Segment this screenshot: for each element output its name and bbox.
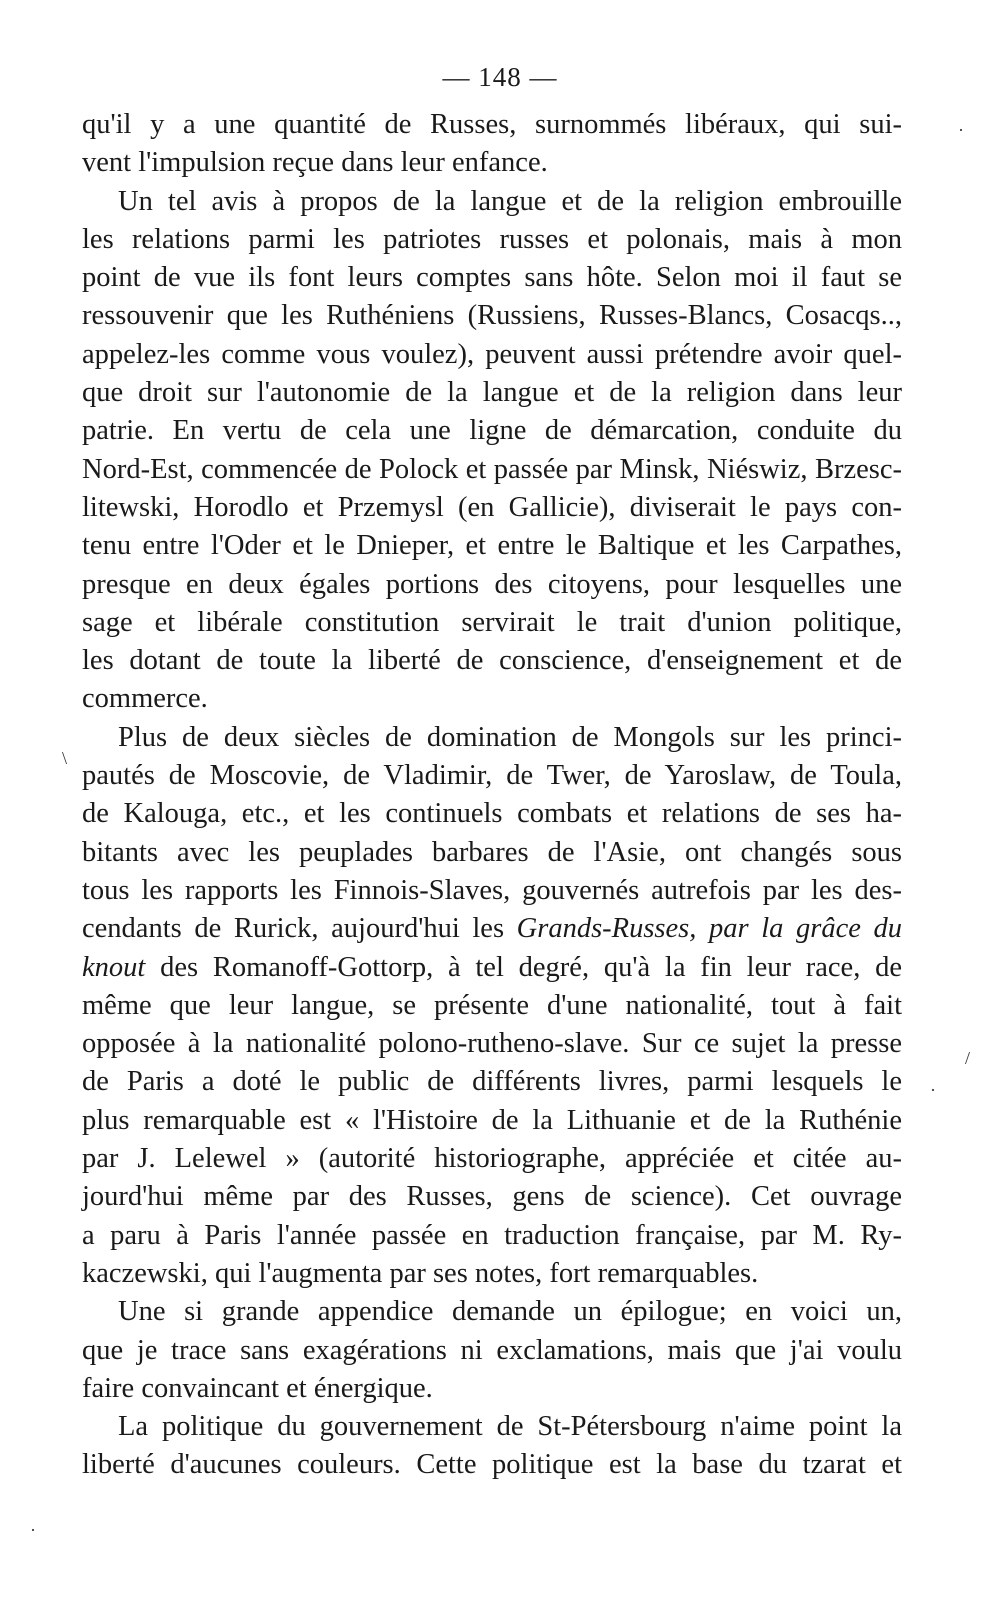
text-line: patrie. En vertu de cela une ligne de démarcation, conduite du <box>82 415 902 447</box>
text-line: faire convaincant et énergique. <box>82 1372 433 1404</box>
text-line: ressouvenir que les Ruthéniens (Russiens, Russes-Blancs, Cosacqs.., <box>82 300 902 332</box>
text-line: point de vue ils font leurs comptes sans hôte. Selon moi il faut se <box>82 262 902 294</box>
text-line: opposée à la nationalité polono-rutheno-slave. Sur ce sujet la presse <box>82 1028 902 1060</box>
text-line-mixed <box>82 910 902 948</box>
text-segment: cendants de Rurick, aujourd'hui les <box>82 913 505 945</box>
text-line: a paru à Paris l'année passée en traduction française, par M. Ry- <box>82 1219 902 1251</box>
text-line: pautés de Moscovie, de Vladimir, de Twer, de Yaroslaw, de Toula, <box>82 760 902 792</box>
page-number: — 148 — <box>442 62 558 92</box>
text-line: Une si grande appendice demande un épilogue; en voici un, <box>118 1296 902 1328</box>
text-line: litewski, Horodlo et Przemysl (en Gallicie), diviserait le pays con- <box>82 491 902 523</box>
text-segment: des Romanoff-Gottorp, à tel degré, qu'à la fin leur race, de <box>160 951 902 983</box>
text-line-mixed <box>82 949 902 987</box>
print-speck: / <box>965 1048 971 1068</box>
text-line: Un tel avis à propos de la langue et de la religion embrouille <box>118 185 902 217</box>
text-line: sage et libérale constitution servirait le trait d'union politique, <box>82 606 902 638</box>
text-line: jourd'hui même par des Russes, gens de science). Cet ouvrage <box>82 1181 902 1213</box>
text-line: liberté d'aucunes couleurs. Cette politique est la base du tzarat et <box>82 1449 902 1481</box>
body-text <box>82 106 902 1485</box>
text-line: de Paris a doté le public de différents livres, parmi lesquels le <box>82 1066 902 1098</box>
text-line: commerce. <box>82 683 208 715</box>
italic-text-segment: knout <box>82 951 146 983</box>
text-line: Nord-Est, commencée de Polock et passée par Minsk, Niéswiz, Brzesc- <box>82 453 902 485</box>
print-speck: · <box>30 1520 36 1540</box>
text-line: tous les rapports les Finnois-Slaves, gouvernés autrefois par les des- <box>82 874 902 906</box>
text-line: plus remarquable est « l'Histoire de la Lithuanie et de la Ruthénie <box>82 1104 902 1136</box>
text-line: les relations parmi les patriotes russes et polonais, mais à mon <box>82 223 902 255</box>
print-speck: \ <box>62 748 68 768</box>
text-line: vent l'impulsion reçue dans leur enfance. <box>82 147 548 179</box>
text-line: presque en deux égales portions des citoyens, pour lesquelles une <box>82 568 902 600</box>
text-line: qu'il y a une quantité de Russes, surnommés libéraux, qui sui- <box>82 109 902 140</box>
text-line: Plus de deux siècles de domination de Mongols sur les princi- <box>118 721 902 753</box>
print-speck: · <box>930 1080 936 1100</box>
print-speck: · <box>958 120 964 140</box>
text-line: les dotant de toute la liberté de conscience, d'enseignement et de <box>82 645 902 677</box>
text-line: par J. Lelewel » (autorité historiographe, appréciée et citée au- <box>82 1143 902 1175</box>
text-line: même que leur langue, se présente d'une nationalité, tout à fait <box>82 989 902 1021</box>
text-line: de Kalouga, etc., et les continuels combats et relations de ses ha- <box>82 798 902 830</box>
italic-text-segment: Grands-Russes, par la grâce du <box>516 913 902 945</box>
text-line: bitants avec les peuplades barbares de l'Asie, ont changés sous <box>82 836 902 868</box>
text-line: kaczewski, qui l'augmenta par ses notes, fort remarquables. <box>82 1257 759 1289</box>
text-line: tenu entre l'Oder et le Dnieper, et entre le Baltique et les Carpathes, <box>82 530 902 562</box>
text-line: que je trace sans exagérations ni exclamations, mais que j'ai voulu <box>82 1334 902 1366</box>
text-line: La politique du gouvernement de St-Pétersbourg n'aime point la <box>118 1411 902 1443</box>
text-line: que droit sur l'autonomie de la langue et de la religion dans leur <box>82 377 902 409</box>
text-line: appelez-les comme vous voulez), peuvent aussi prétendre avoir quel- <box>82 338 902 370</box>
